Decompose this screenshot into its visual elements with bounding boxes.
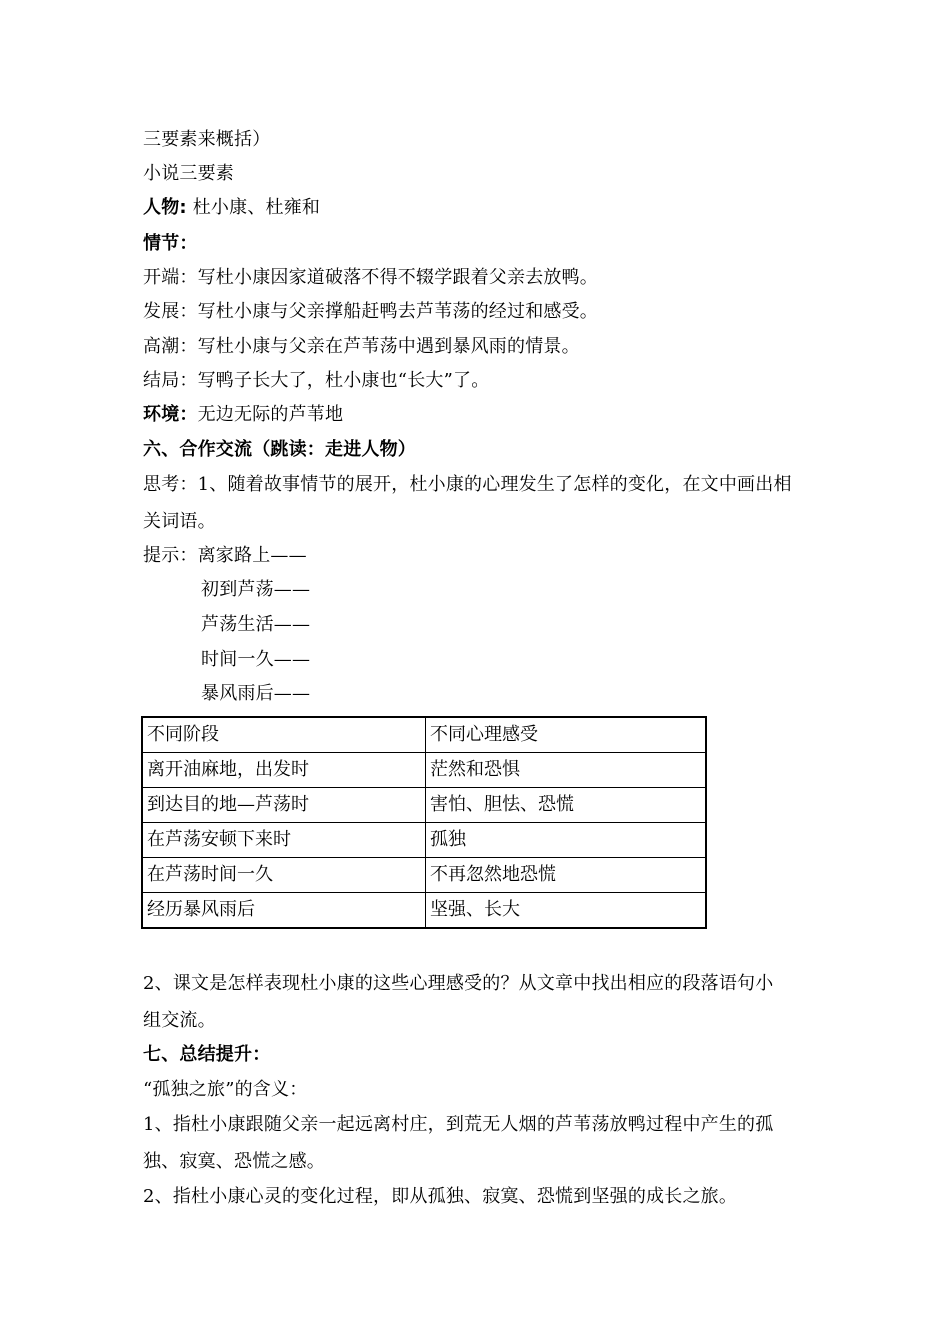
meaning-one-line: 1、指杜小康跟随父亲一起远离村庄，到荒无人烟的芦苇荡放鸭过程中产生的孤	[143, 1114, 774, 1135]
table-cell: 离开油麻地，出发时	[142, 753, 426, 788]
characters-line	[143, 196, 320, 220]
plot-heading: 情节：	[143, 233, 198, 254]
hint-line: 提示：离家路上——	[143, 545, 307, 566]
table-cell: 在芦荡时间一久	[142, 858, 426, 893]
psychology-stages-table	[141, 716, 707, 929]
table-row	[142, 858, 706, 893]
characters-label: 人物:	[143, 197, 187, 218]
table-row	[142, 753, 706, 788]
table-cell: 茫然和恐惧	[426, 753, 707, 788]
table-header-cell: 不同心理感受	[426, 717, 707, 753]
hint-item: 初到芦荡——	[201, 579, 311, 600]
table-cell: 坚强、长大	[426, 893, 707, 929]
hint-item: 芦荡生活——	[201, 614, 311, 635]
plot-beginning: 开端：写杜小康因家道破落不得不辍学跟着父亲去放鸭。	[143, 267, 598, 288]
table-cell: 经历暴风雨后	[142, 893, 426, 929]
question-two-line-cont: 组交流。	[143, 1010, 216, 1031]
question-one-line-cont: 关词语。	[143, 511, 216, 532]
meaning-one-line-cont: 独、寂寞、恐慌之感。	[143, 1151, 325, 1172]
section-seven-heading: 七、总结提升：	[143, 1044, 271, 1065]
characters-text: 杜小康、杜雍和	[186, 197, 321, 218]
table-row	[142, 823, 706, 858]
table-cell: 到达目的地—芦荡时	[142, 788, 426, 823]
table-header-cell: 不同阶段	[142, 717, 426, 753]
hint-item: 时间一久——	[201, 649, 311, 670]
table-cell: 不再忽然地恐慌	[426, 858, 707, 893]
meaning-two-line: 2、指杜小康心灵的变化过程，即从孤独、寂寞、恐慌到坚强的成长之旅。	[143, 1186, 738, 1207]
table-row	[142, 893, 706, 929]
plot-development: 发展：写杜小康与父亲撑船赶鸭去芦苇荡的经过和感受。	[143, 301, 598, 322]
question-one-line: 思考：1、随着故事情节的展开，杜小康的心理发生了怎样的变化，在文中画出相	[143, 474, 792, 495]
environment-text: 无边无际的芦苇地	[197, 404, 344, 425]
table-cell: 害怕、胆怯、恐慌	[426, 788, 707, 823]
table-cell: 孤独	[426, 823, 707, 858]
plot-ending: 结局：写鸭子长大了，杜小康也“长大”了。	[143, 370, 490, 391]
hint-item: 暴风雨后——	[201, 683, 311, 704]
meaning-heading: “孤独之旅”的含义：	[143, 1079, 308, 1100]
section-six-heading: 六、合作交流（跳读：走进人物）	[143, 439, 416, 460]
text-line: 小说三要素	[143, 163, 234, 184]
environment-line	[143, 403, 343, 427]
table-cell: 在芦荡安顿下来时	[142, 823, 426, 858]
text-line: 三要素来概括）	[143, 129, 271, 150]
table-header-row	[142, 717, 706, 753]
environment-label: 环境：	[143, 404, 198, 425]
table-row	[142, 788, 706, 823]
plot-climax: 高潮：写杜小康与父亲在芦苇荡中遇到暴风雨的情景。	[143, 336, 580, 357]
question-two-line: 2、课文是怎样表现杜小康的这些心理感受的？从文章中找出相应的段落语句小	[143, 973, 774, 994]
